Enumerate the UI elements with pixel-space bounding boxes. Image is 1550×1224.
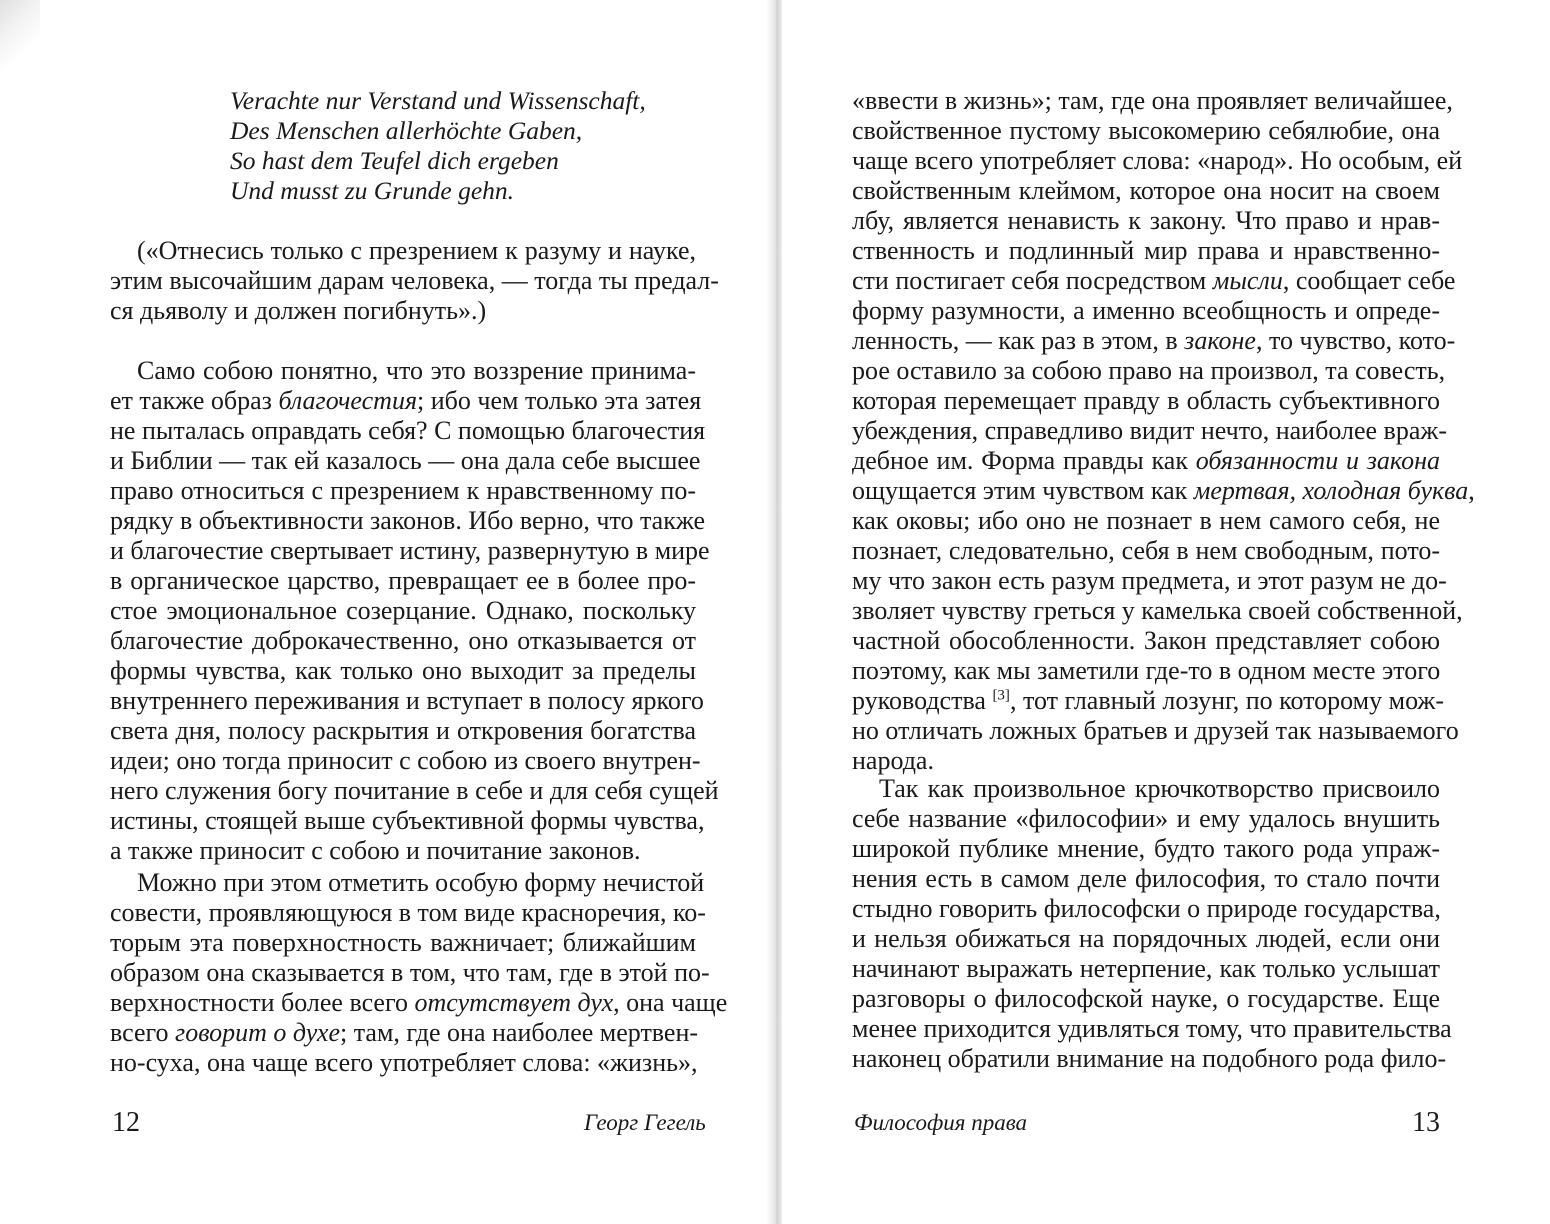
text-line: широкой публике мнение, будто такого рода упраж- <box>852 834 1440 863</box>
text-line: Des Menschen allerhöchte Gaben, <box>230 116 583 145</box>
text-line: частной обособленности. Закон представляет собою <box>852 626 1440 655</box>
text-line: поэтому, как мы заметили где-то в одном месте этого <box>852 656 1441 685</box>
text-line: верхностности более всего отсутствует дух, она чаще <box>110 988 728 1017</box>
footnote-reference[interactable]: [3] <box>992 687 1010 704</box>
text-line: наконец обратили внимание на подобного рода фило- <box>852 1044 1447 1073</box>
emphasis: обязанности и закона <box>1195 446 1440 475</box>
text-line: совести, проявляющуюся в том виде красноречия, ко- <box>110 898 706 927</box>
right-running-title: Философия права <box>854 1110 1028 1135</box>
left-page-number: 12 <box>112 1107 140 1138</box>
text-line: ет также образ благочестия; ибо чем только эта затея <box>110 386 702 415</box>
text-line: образом она сказывается в том, что там, где в этой по- <box>110 958 710 987</box>
text-line: и нельзя обижаться на порядочных людей, если они <box>852 924 1440 953</box>
text-line: которая перемещает правду в область субъективного <box>852 386 1440 415</box>
text-line: дебное им. Форма правды как обязанности и закона <box>852 446 1440 475</box>
emphasis: отсутствует дух <box>414 988 614 1017</box>
text-line: ленность, — как раз в этом, в законе, то чувство, кото- <box>852 326 1456 355</box>
text-line: Und musst zu Grunde gehn. <box>230 176 515 205</box>
text-line: идеи; оно тогда приносит с собою из своего внутрен- <box>110 746 701 775</box>
text-line: Само собою понятно, что это воззрение принима- <box>137 356 696 385</box>
text-line: руководства [3], тот главный лозунг, по которому мож- <box>852 686 1445 715</box>
text-line: и Библии — так ей казалось — она дала себе высшее <box>110 446 701 475</box>
right-page-number: 13 <box>1412 1107 1440 1138</box>
text-line: («Отнесись только с презрением к разуму и науке, <box>137 236 696 265</box>
text-line: нения есть в самом деле философия, то стало почти <box>852 864 1440 893</box>
text-line: So hast dem Teufel dich ergeben <box>230 146 559 175</box>
text-line: чаще всего употребляет слова: «народ». Но особым, ей <box>852 146 1463 175</box>
text-line: свойственным клеймом, которое она носит на своем <box>852 176 1440 205</box>
text-line: а также приносит с собою и почитание законов. <box>110 836 641 865</box>
text-line: сти постигает себя посредством мысли, сообщает себе <box>852 266 1456 295</box>
text-line: ощущается этим чувством как мертвая, холодная буква, <box>852 476 1475 505</box>
text-line: «ввести в жизнь»; там, где она проявляет величайшее, <box>852 86 1453 115</box>
text-line: разговоры о философской науке, о государстве. Еще <box>852 984 1440 1013</box>
text-line: рядку в объективности законов. Ибо верно, что также <box>110 506 706 535</box>
text-line: рое оставило за собою право на произвол, та совесть, <box>852 356 1446 385</box>
text-line: этим высочайшим дарам человека, — тогда ты предал- <box>110 266 719 295</box>
text-line: внутреннего переживания и вступает в полосу яркого <box>110 686 704 715</box>
text-line: стое эмоциональное созерцание. Однако, поскольку <box>110 596 696 625</box>
text-line: и благочестие свертывает истину, развернутую в мире <box>110 536 710 565</box>
text-line: как оковы; ибо оно не познает в нем самого себя, не <box>852 506 1440 535</box>
text-line: форму разумности, а именно всеобщность и опреде- <box>852 296 1440 325</box>
emphasis: мысли <box>1212 266 1283 295</box>
text-line: него служения богу почитание в себе и для себя сущей <box>110 776 719 805</box>
text-line: истины, стоящей выше субъективной формы чувства, <box>110 806 705 835</box>
emphasis: законе <box>1184 326 1256 355</box>
text-line: убеждения, справедливо видит нечто, наиболее враж- <box>852 416 1447 445</box>
text-line: ственность и подлинный мир права и нравственно- <box>852 236 1440 265</box>
text-line: в органическое царство, превращает ее в более про- <box>110 566 696 595</box>
text-line: ся дьяволу и должен погибнуть».) <box>110 296 487 325</box>
text-line: свойственное пустому высокомерию себялюбие, она <box>852 116 1440 145</box>
text-line: Можно при этом отметить особую форму нечистой <box>137 868 705 897</box>
text-line: формы чувства, как только оно выходит за пределы <box>110 656 696 685</box>
left-page <box>0 0 770 1224</box>
emphasis: говорит о духе <box>175 1018 340 1047</box>
emphasis: мертвая, холодная буква <box>1193 476 1469 505</box>
text-line: Verachte nur Verstand und Wissenschaft, <box>230 86 646 115</box>
text-line: познает, следовательно, себя в нем свободным, пото- <box>852 536 1440 565</box>
text-line: право относиться с презрением к нравственному по- <box>110 476 696 505</box>
emphasis: благочестия <box>278 386 418 415</box>
page-fold-corner <box>0 0 40 70</box>
text-line: всего говорит о духе; там, где она наиболее мертвен- <box>110 1018 699 1047</box>
text-line: но отличать ложных братьев и друзей так называемого <box>852 716 1459 745</box>
text-line: себе название «философии» и ему удалось внушить <box>852 804 1440 833</box>
text-line: стыдно говорить философски о природе государства, <box>852 894 1441 923</box>
text-line: менее приходится удивляться тому, что правительства <box>852 1014 1452 1043</box>
text-line: му что закон есть разум предмета, и этот разум не до- <box>852 566 1447 595</box>
right-page <box>782 0 1550 1224</box>
text-line: начинают выражать нетерпение, как только услышат <box>852 954 1440 983</box>
text-line: зволяет чувству греться у камелька своей собственной, <box>852 596 1463 625</box>
text-line: народа. <box>852 746 934 775</box>
text-line: благочестие доброкачественно, оно отказывается от <box>110 626 696 655</box>
left-running-title: Георг Гегель <box>584 1110 706 1135</box>
text-line: света дня, полосу раскрытия и откровения богатства <box>110 716 696 745</box>
text-line: не пыталась оправдать себя? С помощью благочестия <box>110 416 706 445</box>
text-line: торым эта поверхностность важничает; ближайшим <box>110 928 696 957</box>
text-line: лбу, является ненависть к закону. Что право и нрав- <box>852 206 1440 235</box>
text-line: но-суха, она чаще всего употребляет слова: «жизнь», <box>110 1048 698 1077</box>
text-line: Так как произвольное крючкотворство присвоило <box>879 774 1440 803</box>
